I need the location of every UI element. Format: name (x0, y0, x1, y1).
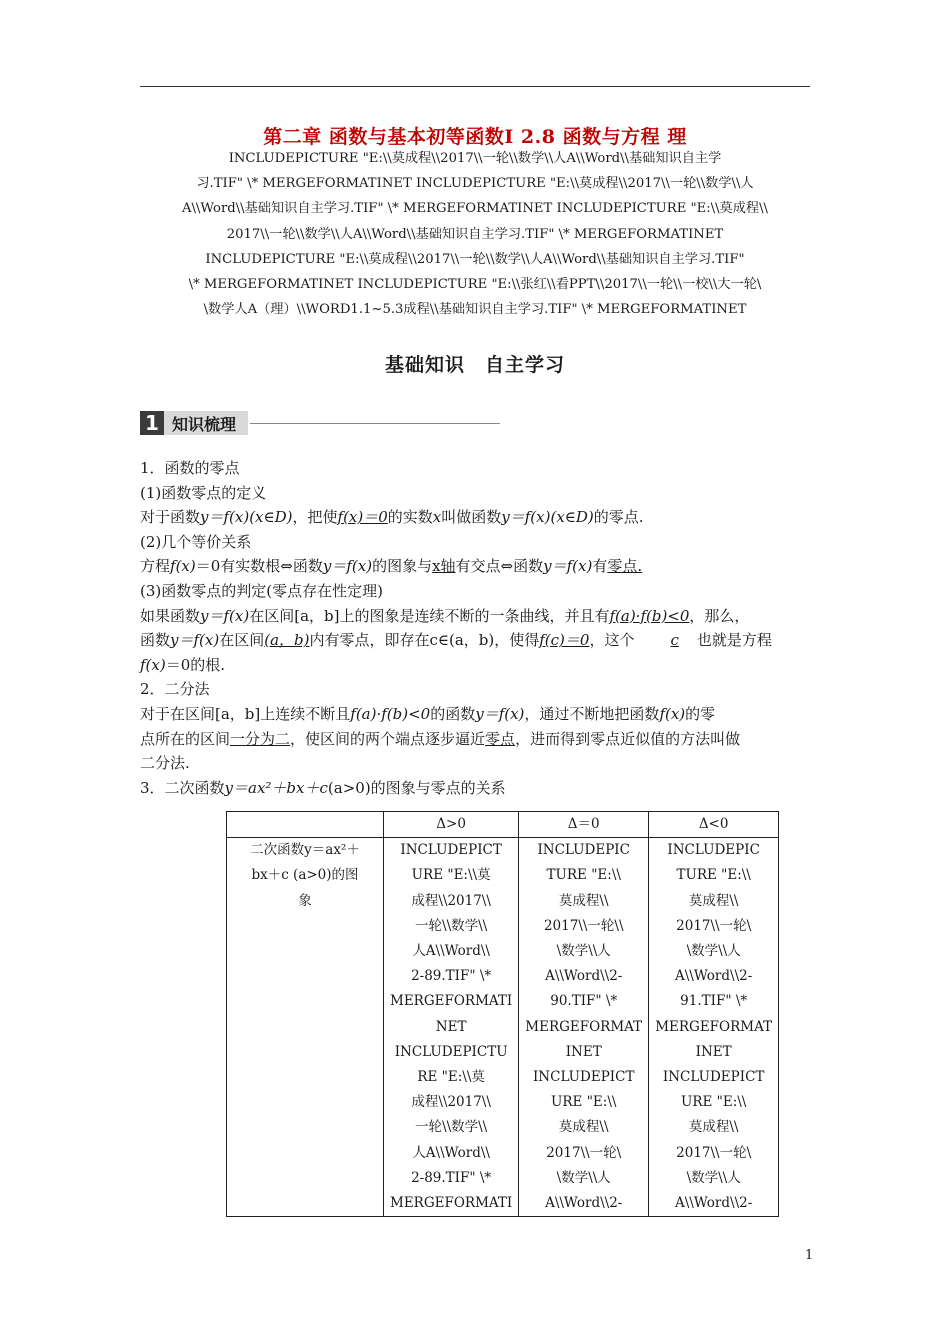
field-code-block (140, 146, 810, 322)
subheading-equivalence: (2)几个等价关系 (140, 532, 252, 551)
field-code-line: INCLUDEPICTURE "E:\\莫成程\\2017\\一轮\\数学\\人A\\Word\\基础知识自主学 (228, 151, 722, 166)
page-number: 1 (805, 1248, 814, 1263)
field-code-line: \* MERGEFORMATINET INCLUDEPICTURE "E:\\张红\\看PPT\\2017\\一轮\\一校\\大一轮\ (188, 277, 762, 293)
fill-blank: x轴 (432, 557, 456, 576)
field-code-line: 2017\\一轮\\数学\\人A\\Word\\基础知识自主学习.TIF" \* MERGEFORMATINET (226, 226, 724, 242)
table-cell-delta-negative: INCLUDEPIC TURE "E:\\ 莫成程\\ 2017\\一轮\ \数学\\人 A\\Word\\2- 91.TIF" \* MERGEFORMAT INET INCLUDEPICT URE "E:\\ 莫成程\\ 2017\\一轮\ \数学\\人 A\\Word\\2- (649, 838, 779, 1217)
row-label-cell: 二次函数y＝ax²＋ bx＋c (a>0)的图 象 (227, 838, 384, 1217)
paragraph-equivalence: 方程f(x)＝0有实数根⇔函数y＝f(x)的图象与x轴有交点⇔函数y＝f(x)有零点. (140, 557, 643, 576)
fill-blank: (a，b) (264, 631, 310, 650)
heading-quadratic: 3．二次函数y＝ax²＋bx＋c(a>0)的图象与零点的关系 (140, 778, 506, 797)
field-code-line: A\\Word\\基础知识自主学习.TIF" \* MERGEFORMATINET INCLUDEPICTURE "E:\\莫成程\\ (181, 201, 769, 217)
fill-blank: f(c)＝0 (539, 631, 590, 650)
header-rule (140, 86, 810, 87)
fill-blank: 零点. (607, 557, 643, 576)
subheading-definition: (1)函数零点的定义 (140, 483, 267, 502)
heading-bisection: 2．二分法 (140, 680, 210, 699)
table-header-cell: Δ＝0 (519, 812, 649, 838)
section-heading: 基础知识 自主学习 (384, 354, 565, 376)
field-code-line: \数学人A（理）\\WORD1.1~5.3成程\\基础知识自主学习.TIF" \* MERGEFORMATINET (203, 302, 747, 318)
table-row (227, 838, 779, 1217)
heading-zero-point: 1．函数的零点 (140, 459, 240, 477)
field-code-line: INCLUDEPICTURE "E:\\莫成程\\2017\\一轮\\数学\\人A\\Word\\基础知识自主学习.TIF" (205, 251, 745, 267)
banner-label: 知识梳理 (164, 411, 248, 435)
section-banner (140, 411, 500, 435)
table-cell-delta-zero: INCLUDEPIC TURE "E:\\ 莫成程\\ 2017\\一轮\\ \数学\\人 A\\Word\\2- 90.TIF" \* MERGEFORMAT INET INCLUDEPICT URE "E:\\ 莫成程\\ 2017\\一轮\ \数学\\人 A\\Word\\2- (519, 838, 649, 1217)
paragraph-bisection: 对于在区间[a，b]上连续不断且f(a)·f(b)<0的函数y＝f(x)，通过不断地把函数f(x)的零 点所在的区间一分为二，使区间的两个端点逐步逼近零点，进而得到零点近似值的方法叫做 二分法. (140, 704, 741, 773)
subheading-theorem: (3)函数零点的判定(零点存在性定理) (140, 581, 383, 600)
field-code-line: 习.TIF" \* MERGEFORMATINET INCLUDEPICTURE "E:\\莫成程\\2017\\一轮\\数学\\人 (196, 176, 754, 192)
fill-blank: c (670, 631, 679, 650)
table-header-cell: Δ<0 (649, 812, 779, 838)
table-cell-delta-positive: INCLUDEPICT URE "E:\\莫 成程\\2017\\ 一轮\\数学\\ 人A\\Word\\ 2-89.TIF" \* MERGEFORMATI NET INCLUDEPICTU RE "E:\\莫 成程\\2017\\ 一轮\\数学\\ 人A\\Word\\ 2-89.TIF" \* MERGEFORMATI (384, 838, 519, 1217)
banner-number: 1 (140, 411, 164, 435)
table-header-cell (227, 812, 384, 838)
paragraph-definition: 对于函数y＝f(x)(x∈D)，把使f(x)＝0的实数x叫做函数y＝f(x)(x∈D)的零点. (140, 508, 644, 527)
fill-blank: f(x)＝0 (337, 508, 388, 527)
banner-rule (250, 423, 500, 424)
table-header-cell: Δ>0 (384, 812, 519, 838)
page-title: 第二章 函数与基本初等函数Ⅰ 2.8 函数与方程 理 (263, 126, 687, 148)
table-header-row (227, 812, 779, 838)
content-body (140, 456, 810, 800)
paragraph-theorem: 如果函数y＝f(x)在区间[a，b]上的图象是连续不断的一条曲线，并且有f(a)·f(b)<0，那么， 函数y＝f(x)在区间(a，b)内有零点，即存在c∈(a，b)，使得f(c)＝0，这个 c 也就是方程 f(x)＝0的根. (140, 606, 772, 674)
fill-blank: f(a)·f(b)<0 (609, 606, 690, 625)
quadratic-zero-table (226, 811, 779, 1217)
fill-blank: 零点 (485, 729, 516, 748)
fill-blank: 一分为二 (230, 729, 291, 748)
